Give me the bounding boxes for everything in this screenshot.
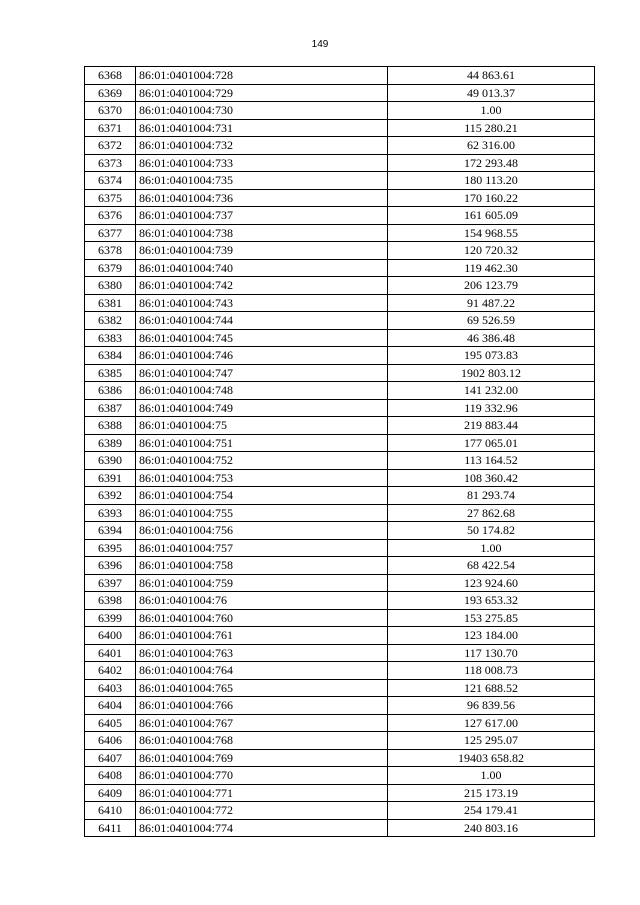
cadastral-value-cell: 119 462.30 [388,259,595,277]
row-number-cell: 6377 [85,224,136,242]
table-row [85,487,595,505]
row-number-cell: 6371 [85,119,136,137]
cadastral-value-cell: 172 293.48 [388,154,595,172]
row-number-cell: 6411 [85,819,136,837]
row-number-cell: 6391 [85,469,136,487]
row-number-cell: 6399 [85,609,136,627]
cadastral-value-cell: 81 293.74 [388,487,595,505]
table-row [85,364,595,382]
cadastral-number-cell: 86:01:0401004:759 [136,574,388,592]
cadastral-number-cell: 86:01:0401004:744 [136,312,388,330]
table-row [85,714,595,732]
cadastral-value-cell: 127 617.00 [388,714,595,732]
row-number-cell: 6375 [85,189,136,207]
table-row [85,504,595,522]
cadastral-value-cell: 62 316.00 [388,137,595,155]
table-row [85,784,595,802]
table-row [85,609,595,627]
table-row [85,207,595,225]
row-number-cell: 6376 [85,207,136,225]
row-number-cell: 6396 [85,557,136,575]
table-row [85,329,595,347]
table-row [85,644,595,662]
table-row [85,767,595,785]
table-row [85,697,595,715]
cadastral-value-cell: 46 386.48 [388,329,595,347]
cadastral-number-cell: 86:01:0401004:768 [136,732,388,750]
cadastral-number-cell: 86:01:0401004:755 [136,504,388,522]
row-number-cell: 6369 [85,84,136,102]
row-number-cell: 6378 [85,242,136,260]
cadastral-value-cell: 177 065.01 [388,434,595,452]
cadastral-number-cell: 86:01:0401004:761 [136,627,388,645]
table-row [85,452,595,470]
row-number-cell: 6393 [85,504,136,522]
table-row [85,347,595,365]
cadastral-number-cell: 86:01:0401004:737 [136,207,388,225]
cadastral-number-cell: 86:01:0401004:749 [136,399,388,417]
cadastral-number-cell: 86:01:0401004:766 [136,697,388,715]
cadastral-value-cell: 1.00 [388,539,595,557]
row-number-cell: 6387 [85,399,136,417]
row-number-cell: 6381 [85,294,136,312]
row-number-cell: 6395 [85,539,136,557]
cadastral-value-cell: 170 160.22 [388,189,595,207]
cadastral-value-cell: 123 184.00 [388,627,595,645]
row-number-cell: 6386 [85,382,136,400]
cadastral-value-table [84,66,595,837]
cadastral-value-cell: 113 164.52 [388,452,595,470]
cadastral-value-cell: 180 113.20 [388,172,595,190]
cadastral-number-cell: 86:01:0401004:731 [136,119,388,137]
row-number-cell: 6410 [85,802,136,820]
cadastral-number-cell: 86:01:0401004:774 [136,819,388,837]
cadastral-value-cell: 1.00 [388,767,595,785]
table-row [85,557,595,575]
cadastral-number-cell: 86:01:0401004:764 [136,662,388,680]
table-row [85,539,595,557]
table-row [85,259,595,277]
cadastral-value-cell: 219 883.44 [388,417,595,435]
cadastral-number-cell: 86:01:0401004:743 [136,294,388,312]
cadastral-value-cell: 121 688.52 [388,679,595,697]
table-row [85,224,595,242]
row-number-cell: 6388 [85,417,136,435]
table-row [85,802,595,820]
cadastral-number-cell: 86:01:0401004:765 [136,679,388,697]
table-row [85,417,595,435]
cadastral-value-cell: 1.00 [388,102,595,120]
cadastral-value-cell: 115 280.21 [388,119,595,137]
cadastral-value-cell: 1902 803.12 [388,364,595,382]
cadastral-number-cell: 86:01:0401004:767 [136,714,388,732]
row-number-cell: 6407 [85,749,136,767]
table-row [85,749,595,767]
cadastral-value-cell: 117 130.70 [388,644,595,662]
table-row [85,119,595,137]
row-number-cell: 6383 [85,329,136,347]
cadastral-number-cell: 86:01:0401004:751 [136,434,388,452]
cadastral-number-cell: 86:01:0401004:770 [136,767,388,785]
table-row [85,172,595,190]
cadastral-value-cell: 154 968.55 [388,224,595,242]
cadastral-number-cell: 86:01:0401004:738 [136,224,388,242]
row-number-cell: 6394 [85,522,136,540]
cadastral-number-cell: 86:01:0401004:754 [136,487,388,505]
cadastral-value-cell: 123 924.60 [388,574,595,592]
row-number-cell: 6382 [85,312,136,330]
row-number-cell: 6379 [85,259,136,277]
row-number-cell: 6372 [85,137,136,155]
cadastral-number-cell: 86:01:0401004:771 [136,784,388,802]
row-number-cell: 6405 [85,714,136,732]
table-row [85,679,595,697]
row-number-cell: 6374 [85,172,136,190]
table-row [85,102,595,120]
cadastral-number-cell: 86:01:0401004:730 [136,102,388,120]
cadastral-number-cell: 86:01:0401004:752 [136,452,388,470]
cadastral-number-cell: 86:01:0401004:760 [136,609,388,627]
row-number-cell: 6373 [85,154,136,172]
cadastral-number-cell: 86:01:0401004:76 [136,592,388,610]
cadastral-value-cell: 44 863.61 [388,67,595,85]
cadastral-number-cell: 86:01:0401004:758 [136,557,388,575]
table-body [85,67,595,837]
cadastral-value-cell: 215 173.19 [388,784,595,802]
row-number-cell: 6400 [85,627,136,645]
cadastral-number-cell: 86:01:0401004:745 [136,329,388,347]
table-row [85,154,595,172]
cadastral-number-cell: 86:01:0401004:763 [136,644,388,662]
table-row [85,627,595,645]
table-row [85,137,595,155]
cadastral-value-cell: 69 526.59 [388,312,595,330]
cadastral-value-cell: 153 275.85 [388,609,595,627]
table-row [85,242,595,260]
cadastral-value-cell: 49 013.37 [388,84,595,102]
row-number-cell: 6401 [85,644,136,662]
cadastral-number-cell: 86:01:0401004:746 [136,347,388,365]
cadastral-number-cell: 86:01:0401004:739 [136,242,388,260]
cadastral-number-cell: 86:01:0401004:732 [136,137,388,155]
cadastral-number-cell: 86:01:0401004:772 [136,802,388,820]
row-number-cell: 6402 [85,662,136,680]
page-number: 149 [311,39,329,50]
cadastral-value-cell: 141 232.00 [388,382,595,400]
table-row [85,399,595,417]
cadastral-number-cell: 86:01:0401004:75 [136,417,388,435]
row-number-cell: 6403 [85,679,136,697]
row-number-cell: 6409 [85,784,136,802]
table-row [85,819,595,837]
row-number-cell: 6406 [85,732,136,750]
cadastral-value-cell: 240 803.16 [388,819,595,837]
cadastral-value-cell: 161 605.09 [388,207,595,225]
cadastral-value-cell: 195 073.83 [388,347,595,365]
table-row [85,382,595,400]
row-number-cell: 6384 [85,347,136,365]
cadastral-value-cell: 91 487.22 [388,294,595,312]
cadastral-value-cell: 108 360.42 [388,469,595,487]
cadastral-value-cell: 193 653.32 [388,592,595,610]
table-row [85,67,595,85]
table-row [85,294,595,312]
cadastral-value-cell: 125 295.07 [388,732,595,750]
cadastral-value-cell: 119 332.96 [388,399,595,417]
row-number-cell: 6392 [85,487,136,505]
cadastral-number-cell: 86:01:0401004:728 [136,67,388,85]
table-row [85,574,595,592]
row-number-cell: 6397 [85,574,136,592]
table-row [85,277,595,295]
table-row [85,592,595,610]
row-number-cell: 6380 [85,277,136,295]
table-row [85,84,595,102]
cadastral-value-cell: 120 720.32 [388,242,595,260]
table-row [85,189,595,207]
table-row [85,312,595,330]
table-row [85,434,595,452]
cadastral-value-cell: 254 179.41 [388,802,595,820]
row-number-cell: 6390 [85,452,136,470]
table-row [85,732,595,750]
cadastral-value-cell: 68 422.54 [388,557,595,575]
cadastral-value-cell: 19403 658.82 [388,749,595,767]
row-number-cell: 6385 [85,364,136,382]
cadastral-value-cell: 50 174.82 [388,522,595,540]
cadastral-value-cell: 27 862.68 [388,504,595,522]
table-row [85,662,595,680]
cadastral-number-cell: 86:01:0401004:756 [136,522,388,540]
cadastral-number-cell: 86:01:0401004:729 [136,84,388,102]
cadastral-value-cell: 96 839.56 [388,697,595,715]
cadastral-number-cell: 86:01:0401004:748 [136,382,388,400]
cadastral-number-cell: 86:01:0401004:740 [136,259,388,277]
table-row [85,469,595,487]
cadastral-number-cell: 86:01:0401004:757 [136,539,388,557]
cadastral-number-cell: 86:01:0401004:747 [136,364,388,382]
cadastral-number-cell: 86:01:0401004:733 [136,154,388,172]
cadastral-number-cell: 86:01:0401004:736 [136,189,388,207]
cadastral-number-cell: 86:01:0401004:742 [136,277,388,295]
table-row [85,522,595,540]
cadastral-number-cell: 86:01:0401004:735 [136,172,388,190]
cadastral-number-cell: 86:01:0401004:769 [136,749,388,767]
cadastral-value-cell: 118 008.73 [388,662,595,680]
cadastral-number-cell: 86:01:0401004:753 [136,469,388,487]
row-number-cell: 6368 [85,67,136,85]
row-number-cell: 6408 [85,767,136,785]
row-number-cell: 6389 [85,434,136,452]
row-number-cell: 6398 [85,592,136,610]
cadastral-value-cell: 206 123.79 [388,277,595,295]
row-number-cell: 6404 [85,697,136,715]
row-number-cell: 6370 [85,102,136,120]
